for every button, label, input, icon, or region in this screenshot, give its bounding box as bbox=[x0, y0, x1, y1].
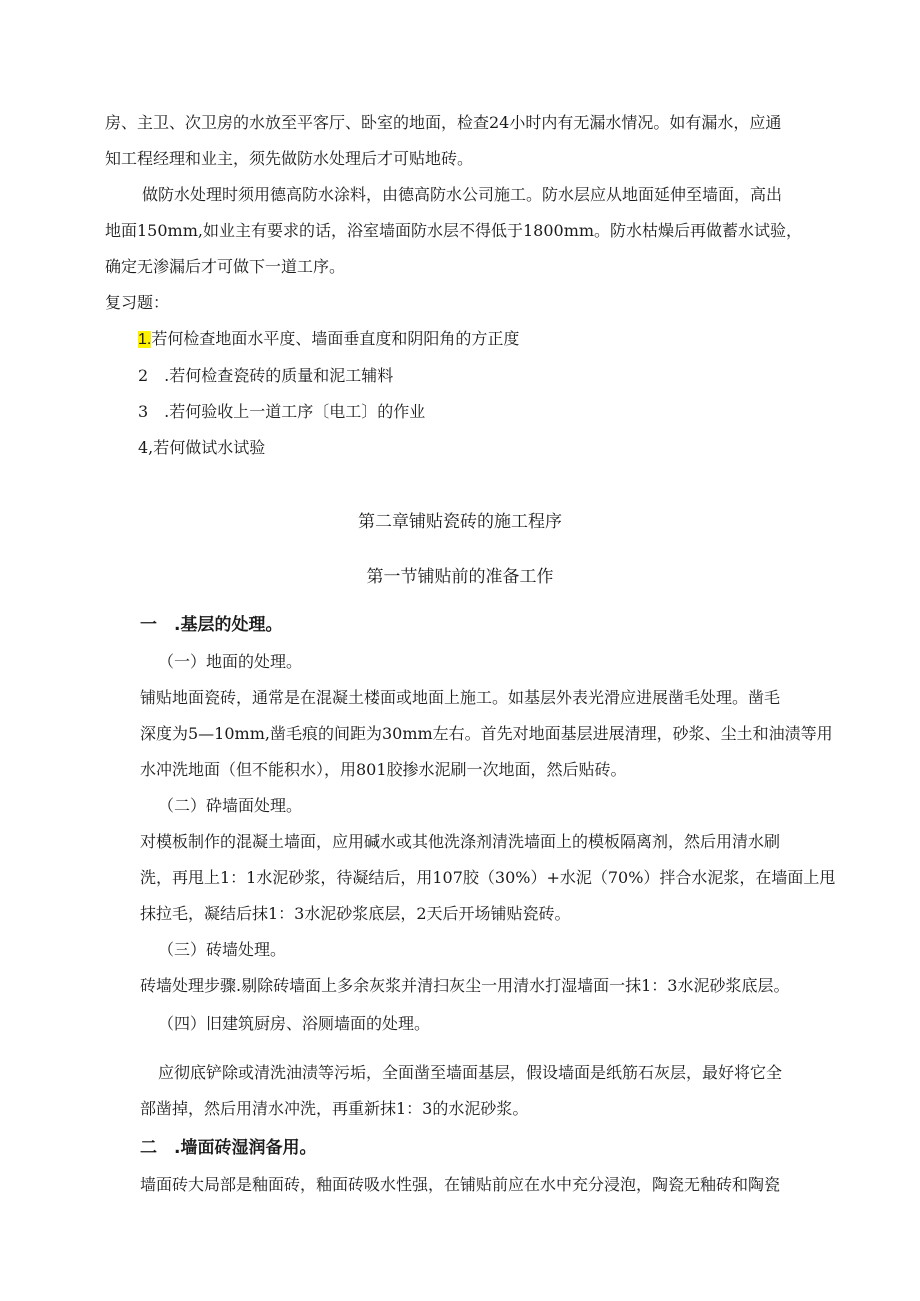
part1-sub1: （一）地面的处理。 bbox=[158, 652, 303, 671]
part1-sub2-line3: 抹拉毛，凝结后抹1：3水泥砂浆底层，2天后开场铺贴瓷砖。 bbox=[140, 904, 571, 923]
review-question-2: 2 .若何检查瓷砖的质量和泥工辅料 bbox=[138, 366, 394, 385]
question-1-number: 1. bbox=[138, 331, 152, 348]
part1-sub2-line1: 对模板制作的混凝土墙面，应用碱水或其他洗涤剂清洗墙面上的模板隔离剂，然后用清水刷 bbox=[140, 832, 781, 851]
part2-heading: 二 .墙面砖湿润备用。 bbox=[140, 1138, 317, 1158]
para1-line1: 房、主卫、次卫房的水放至平客厅、卧室的地面，检查24小时内有无漏水情况。如有漏水，应通 bbox=[105, 113, 782, 132]
review-question-1 bbox=[138, 329, 519, 349]
question-1-text: 若何检查地面水平度、墙面垂直度和阴阳角的方正度 bbox=[151, 329, 520, 348]
para1-line2: 知工程经理和业主，须先做防水处理后才可贴地砖。 bbox=[105, 149, 474, 168]
part2-line1: 墙面砖大局部是釉面砖，釉面砖吸水性强，在铺贴前应在水中充分浸泡，陶瓷无釉砖和陶瓷 bbox=[140, 1175, 781, 1194]
review-question-3: 3 .若何验收上一道工序〔电工〕的作业 bbox=[138, 402, 426, 421]
part1-sub4: （四）旧建筑厨房、浴厕墙面的处理。 bbox=[158, 1014, 431, 1033]
part1-sub2-line2: 洗，再甩上1：1水泥砂浆，待凝结后，用107胶（30%）+水泥（70%）拌合水泥浆，在墙面上甩 bbox=[140, 868, 836, 887]
para2-line3: 确定无渗漏后才可做下一道工序。 bbox=[105, 257, 346, 276]
para2-line1: 做防水处理时须用德高防水涂料，由德高防水公司施工。防水层应从地面延伸至墙面，高出 bbox=[142, 185, 783, 204]
part1-heading: 一 .基层的处理。 bbox=[140, 615, 283, 635]
review-title: 复习题： bbox=[105, 293, 170, 312]
part1-sub1-line2: 深度为5—10mm,凿毛痕的间距为30mm左右。首先对地面基层进展清理，砂浆、尘土和油渍等用 bbox=[140, 724, 833, 743]
part1-sub4-line2: 部凿掉，然后用清水冲洗，再重新抹1：3的水泥砂浆。 bbox=[140, 1099, 529, 1118]
part1-sub4-line1: 应彻底铲除或清洗油渍等污垢，全面凿至墙面基层，假设墙面是纸筋石灰层，最好将它全 bbox=[158, 1063, 783, 1082]
part1-sub2: （二）砕墙面处理。 bbox=[158, 796, 303, 815]
part1-sub1-line3: 水冲洗地面（但不能积水），用801胶掺水泥刷一次地面，然后贴砖。 bbox=[140, 760, 627, 779]
para2-line2: 地面150mm,如业主有要求的话，浴室墙面防水层不得低于1800mm。防水枯燥后再做蓄水试验， bbox=[105, 221, 803, 240]
chapter-title: 第二章铺贴瓷砖的施工程序 bbox=[358, 512, 562, 532]
part1-sub3-line1: 砖墙处理步骤.剔除砖墙面上多余灰浆并清扫灰尘一用清水打湿墙面一抹1：3水泥砂浆底层。 bbox=[140, 976, 790, 995]
part1-sub3: （三）砖墙处理。 bbox=[158, 940, 287, 959]
review-question-4: 4,若何做试水试验 bbox=[138, 438, 266, 457]
section-title: 第一节铺贴前的准备工作 bbox=[366, 567, 554, 587]
part1-sub1-line1: 铺贴地面瓷砖，通常是在混凝土楼面或地面上施工。如基层外表光滑应进展凿毛处理。凿毛 bbox=[140, 688, 781, 707]
